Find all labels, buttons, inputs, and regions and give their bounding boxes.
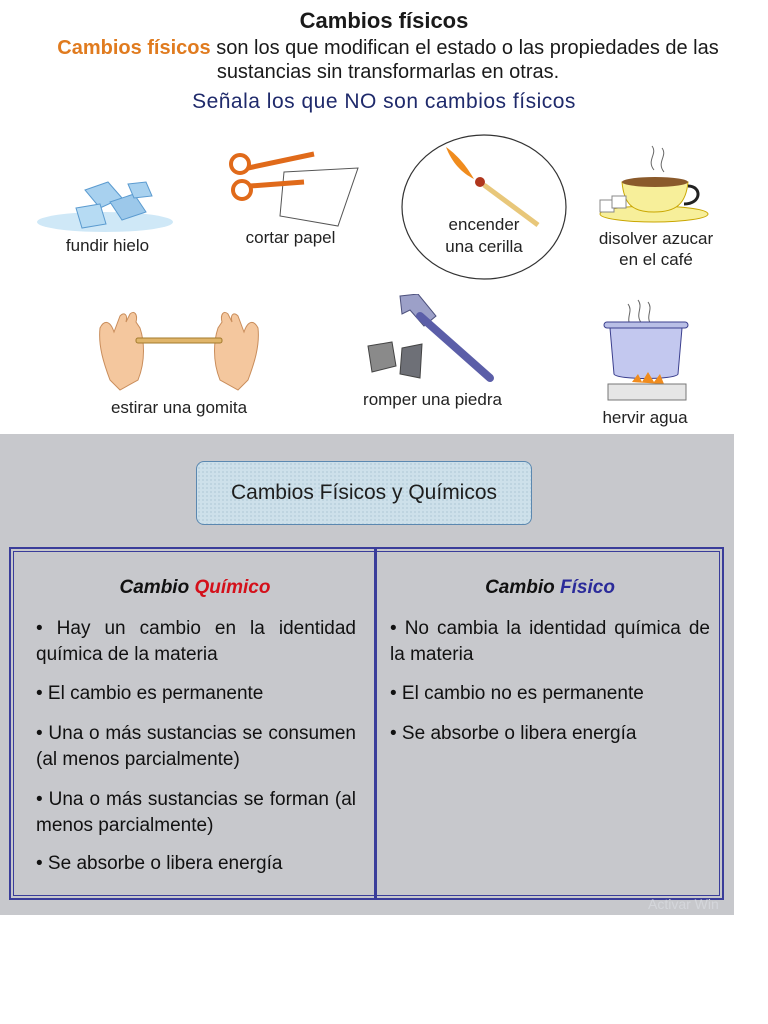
- table-divider: [374, 549, 377, 898]
- caption-disolver-l2: en el café: [619, 250, 693, 269]
- caption-hervir: hervir agua: [602, 408, 688, 427]
- scissors-paper-illustration: [222, 150, 362, 230]
- watermark-text: Activar Win: [648, 896, 719, 912]
- quimico-item: • Hay un cambio en la identidad química de la materia: [36, 618, 356, 665]
- hammer-stone-illustration: [362, 294, 502, 386]
- intro-highlight: Cambios físicos: [57, 37, 211, 59]
- intro-text: [14, 36, 762, 84]
- fisico-item: • No cambia la identidad química de la materia: [390, 618, 710, 665]
- caption-estirar: estirar una gomita: [110, 398, 248, 417]
- quimico-item: • Se absorbe o libera energía: [36, 853, 283, 874]
- quimico-heading: Cambio Químico: [119, 577, 271, 598]
- match-circle-illustration: [400, 133, 568, 281]
- coffee-cup-illustration: [596, 142, 716, 226]
- caption-cortar-papel: cortar papel: [245, 228, 336, 247]
- fisico-item: • El cambio no es permanente: [390, 683, 644, 704]
- page-title: Cambios físicos: [299, 8, 469, 33]
- boiling-pot-illustration: [598, 298, 694, 404]
- caption-encender-l1: encender: [448, 215, 520, 234]
- instruction-text: Señala los que NO son cambios físicos: [192, 90, 576, 113]
- fisico-heading: Cambio Físico: [485, 577, 615, 598]
- intro-rest: son los que modifican el estado o las propiedades de las sustancias sin transformarlas en otras.: [210, 37, 719, 83]
- quimico-item: • El cambio es permanente: [36, 683, 264, 704]
- caption-fundir-hielo: fundir hielo: [65, 236, 150, 255]
- rubber-band-hands-illustration: [90, 310, 268, 394]
- comparison-title: Cambios Físicos y Químicos: [196, 461, 532, 525]
- caption-disolver-l1: disolver azucar: [598, 229, 714, 248]
- fisico-item: • Se absorbe o libera energía: [390, 723, 637, 744]
- caption-romper: romper una piedra: [363, 390, 502, 409]
- ice-cubes-illustration: [30, 178, 180, 238]
- caption-encender-l2: una cerilla: [445, 237, 523, 256]
- quimico-item: • Una o más sustancias se consumen (al menos parcialmente): [36, 723, 356, 770]
- quimico-item: • Una o más sustancias se forman (al menos parcialmente): [36, 789, 356, 836]
